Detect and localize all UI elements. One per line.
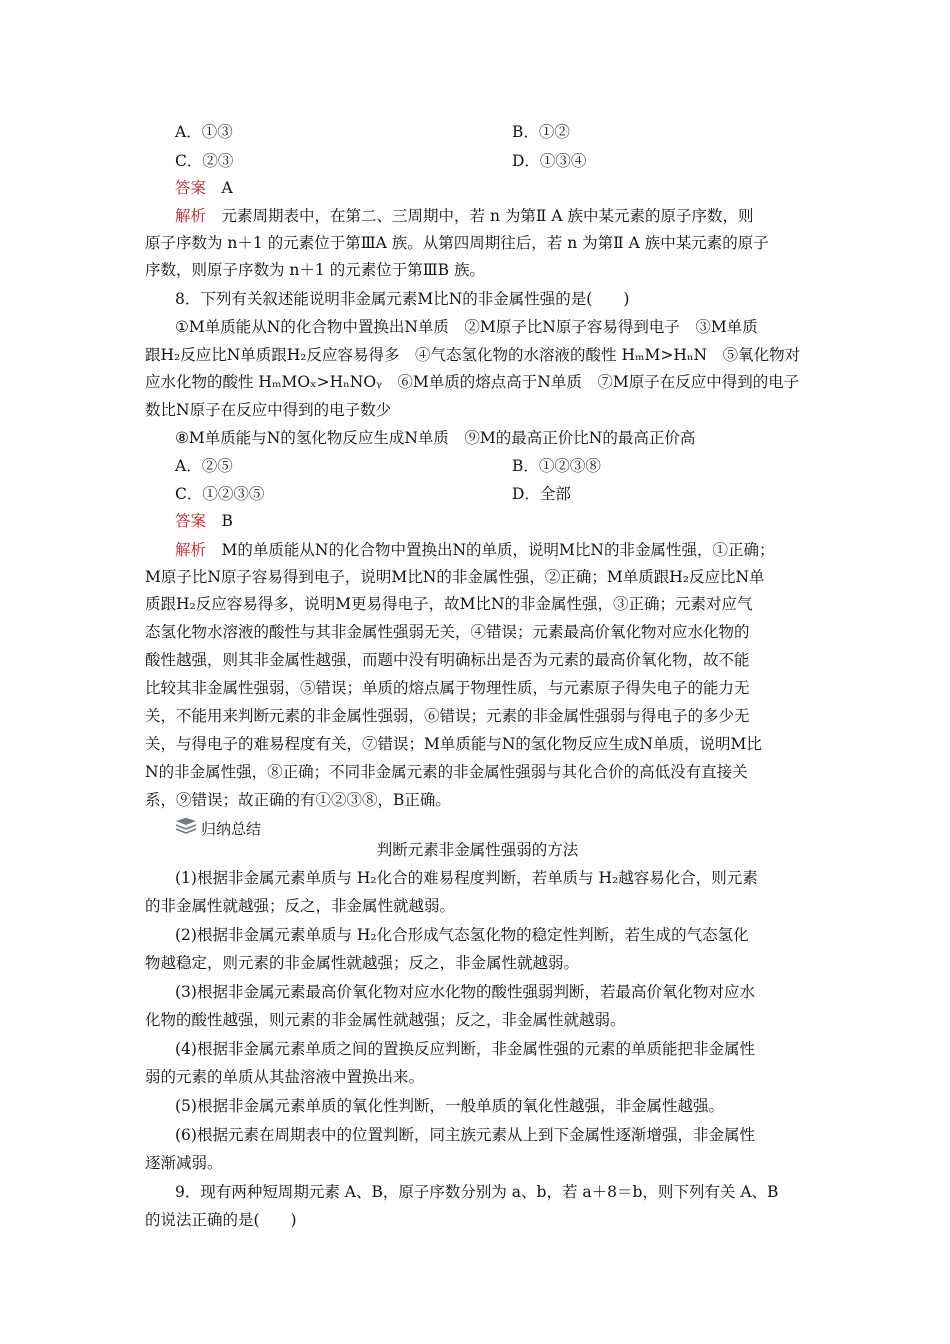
- analysis-line-3: [145, 260, 485, 280]
- option-a: [175, 122, 233, 142]
- answer-line: [175, 511, 233, 531]
- analysis-line: 质跟H₂反应容易得多，说明M更易得电子，故M比N的非金属性强，③正确；元素对应气: [145, 595, 753, 613]
- analysis-line: 关，与得电子的难易程度有关，⑦错误；M单质能与N的氢化物反应生成N单质，说明M比: [145, 735, 762, 753]
- option-c-text: C．②③: [175, 152, 234, 170]
- question-8-statement-line: ⑧M单质能与N的氢化物反应生成N单质 ⑨M的最高正价比N的最高正价高: [175, 429, 696, 447]
- question-8-statement-line: 应水化物的酸性 HₘMOₓ>HₙNOᵧ ⑥M单质的熔点高于N单质 ⑦M原子在反应中得到的电子: [145, 373, 800, 391]
- option-a: A．②⑤: [175, 457, 233, 475]
- question-9-line: 9．现有两种短周期元素 A、B，原子序数分别为 a、b，若 a＋8＝b，则下列有关 A、B: [175, 1183, 779, 1201]
- option-d: D．全部: [512, 485, 571, 503]
- answer-value: B: [221, 512, 233, 530]
- summary-title: 判断元素非金属性强弱的方法: [376, 841, 579, 859]
- summary-line: 物越稳定，则元素的非金属性就越强；反之，非金属性就越弱。: [145, 954, 580, 972]
- option-b: [512, 122, 570, 142]
- option-b-text: B．①②: [512, 123, 570, 141]
- summary-line: 化物的酸性越强，则元素的非金属性就越强；反之，非金属性就越弱。: [145, 1011, 626, 1029]
- summary-line: (6)根据元素在周期表中的位置判断，同主族元素从上到下金属性逐渐增强，非金属性: [175, 1126, 755, 1144]
- answer-label: 答案: [175, 512, 207, 530]
- analysis-line-1: [175, 206, 753, 226]
- option-d-text: D．①③④: [512, 152, 587, 170]
- summary-line: (1)根据非金属元素单质与 H₂化合的难易程度判断，若单质与 H₂越容易化合，则元素: [175, 869, 758, 887]
- answer-value: A: [221, 179, 233, 197]
- summary-line: (5)根据非金属元素单质的氧化性判断，一般单质的氧化性越强，非金属性越强。: [175, 1097, 724, 1115]
- analysis-line: N的非金属性强，⑧正确；不同非金属元素的非金属性强弱与其化合价的高低没有直接关: [145, 763, 748, 781]
- answer-line: [175, 178, 233, 198]
- option-a-text: A．①③: [175, 123, 233, 141]
- option-b: B．①②③⑧: [512, 457, 601, 475]
- summary-line: (4)根据非金属元素单质之间的置换反应判断，非金属性强的元素的单质能把非金属性: [175, 1040, 755, 1058]
- summary-line: 的非金属性就越强；反之，非金属性就越弱。: [145, 897, 456, 915]
- option-c: C．①②③⑤: [175, 485, 265, 503]
- question-8-statement-line: ①M单质能从N的化合物中置换出N单质 ②M原子比N原子容易得到电子 ③M单质: [175, 318, 758, 336]
- option-d: [512, 151, 586, 171]
- analysis-text: 原子序数为 n＋1 的元素位于第ⅢA 族。从第四周期往后，若 n 为第Ⅱ A 族中某元素的原子: [145, 234, 769, 252]
- analysis-label: 解析: [175, 541, 207, 559]
- book-stack-icon: [175, 817, 197, 840]
- summary-line: 弱的元素的单质从其盐溶液中置换出来。: [145, 1068, 425, 1086]
- analysis-line: 酸性越强，则其非金属性越强，而题中没有明确标出是否为元素的最高价氧化物，故不能: [145, 651, 750, 669]
- analysis-line: 比较其非金属性强弱，⑤错误；单质的熔点属于物理性质，与元素原子得失电子的能力无: [145, 679, 750, 697]
- analysis-line: 关，不能用来判断元素的非金属性强弱，⑥错误；元素的非金属性强弱与得电子的多少无: [145, 707, 750, 725]
- analysis-label: 解析: [175, 207, 207, 225]
- summary-heading: [175, 817, 261, 840]
- analysis-line: 系，⑨错误；故正确的有①②③⑧，B正确。: [145, 791, 451, 809]
- question-8-statement-line: 跟H₂反应比N单质跟H₂反应容易得多 ④气态氢化物的水溶液的酸性 HₘM>HₙN ⑤氧化物对: [145, 346, 801, 364]
- question-8-statement-line: 数比N原子在反应中得到的电子数少: [145, 401, 392, 419]
- analysis-text: M的单质能从N的化合物中置换出N的单质，说明M比N的非金属性强，①正确；: [221, 541, 775, 559]
- summary-line: 逐渐减弱。: [145, 1154, 223, 1172]
- summary-label: 归纳总结: [201, 819, 262, 838]
- question-9-line: 的说法正确的是( ): [145, 1211, 297, 1229]
- analysis-line-2: [145, 233, 769, 253]
- summary-line: (2)根据非金属元素单质与 H₂化合形成气态氢化物的稳定性判断，若生成的气态氢化: [175, 926, 749, 944]
- answer-label: 答案: [175, 179, 207, 197]
- option-c: [175, 151, 233, 171]
- summary-line: (3)根据非金属元素最高价氧化物对应水化物的酸性强弱判断，若最高价氧化物对应水: [175, 983, 755, 1001]
- analysis-text: 序数，则原子序数为 n＋1 的元素位于第ⅢB 族。: [145, 261, 485, 279]
- analysis-line: M原子比N原子容易得到电子，说明M比N的非金属性强，②正确；M单质跟H₂反应比N单: [145, 568, 765, 586]
- analysis-line-1: [175, 540, 774, 560]
- question-8-stem: 8．下列有关叙述能说明非金属元素M比N的非金属性强的是( ): [175, 290, 630, 308]
- analysis-line: 态氢化物水溶液的酸性与其非金属性强弱无关，④错误；元素最高价氧化物对应水化物的: [145, 623, 750, 641]
- analysis-text: 元素周期表中，在第二、三周期中，若 n 为第Ⅱ A 族中某元素的原子序数，则: [221, 207, 754, 225]
